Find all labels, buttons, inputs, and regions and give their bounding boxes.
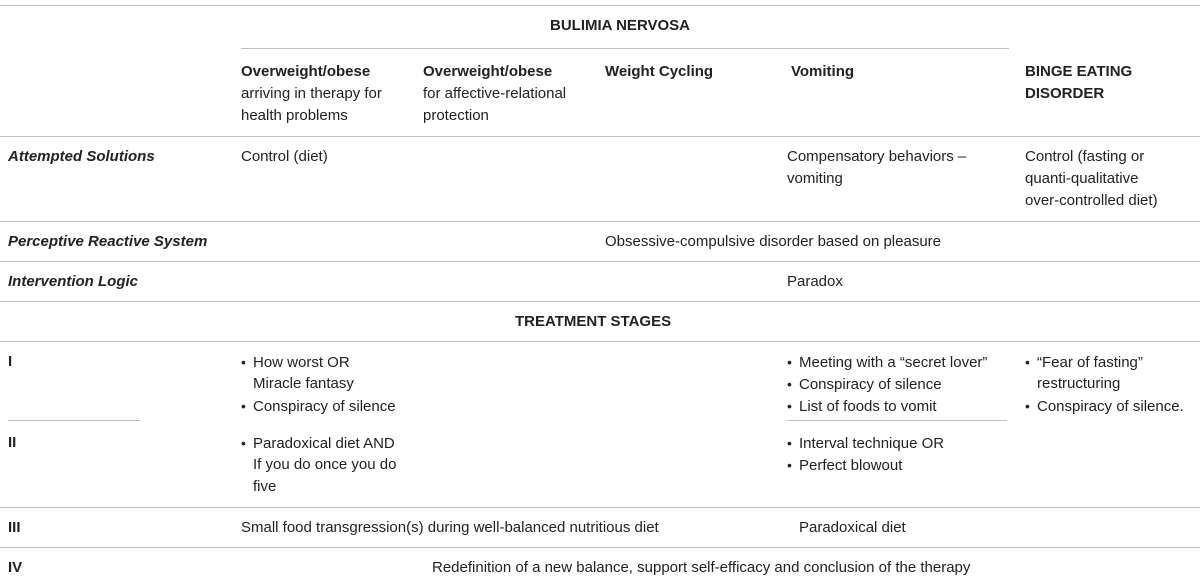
bed-header-line2: DISORDER [1025, 85, 1105, 102]
col3-title: Weight Cycling [605, 63, 714, 80]
bullet-icon [787, 454, 799, 477]
intervention-logic-label: Intervention Logic [8, 273, 139, 290]
stage2-col1-bullet1 [241, 432, 395, 455]
rule-top [0, 5, 1200, 6]
stage3-label: III [8, 519, 21, 536]
col1-subtitle-line2: arriving in therapy for [241, 85, 382, 102]
stage1-bed-bullet1 [1025, 351, 1143, 374]
col1-title: Overweight/obese [241, 63, 371, 80]
attempted-col1: Control (diet) [241, 148, 328, 165]
attempted-bed-line3: over-controlled diet) [1025, 192, 1158, 209]
stage1-col1-bullet2 [241, 395, 396, 418]
bullet-text: Perfect blowout [799, 457, 903, 474]
rule-stage2-bottom [0, 507, 1200, 508]
attempted-solutions-label: Attempted Solutions [8, 148, 155, 165]
stage3-col4: Paradoxical diet [799, 519, 906, 536]
stage1-label: I [8, 353, 13, 370]
rule-stage1-vomiting-bottom [787, 420, 1007, 421]
stage2-col1-bullet1-cont1: If you do once you do [253, 456, 397, 473]
col2-title: Overweight/obese [423, 63, 553, 80]
bullet-icon [787, 395, 799, 418]
stage3-col1: Small food transgression(s) during well-balanced nutritious diet [241, 519, 659, 536]
rule-attempted-bottom [0, 221, 1200, 222]
stage2-col4-bullet2 [787, 454, 902, 477]
bullet-icon [241, 395, 253, 418]
bullet-text: “Fear of fasting” [1037, 354, 1143, 371]
col4-title: Vomiting [791, 63, 855, 80]
bullet-icon [1025, 351, 1037, 374]
attempted-bed-line1: Control (fasting or [1025, 148, 1145, 165]
col2-subtitle-line3: protection [423, 107, 489, 124]
rule-bulimia-span [241, 48, 1009, 49]
attempted-bed-line2: quanti-qualitative [1025, 170, 1139, 187]
treatment-stages-title: TREATMENT STAGES [515, 313, 672, 330]
bullet-text: Interval technique OR [799, 435, 945, 452]
attempted-col4-line2: vomiting [787, 170, 843, 187]
bullet-text: How worst OR [253, 354, 350, 371]
bullet-icon [241, 351, 253, 374]
stage4-label: IV [8, 559, 23, 576]
rule-stage1-label-bottom [8, 420, 140, 421]
intervention-logic-value: Paradox [787, 273, 843, 290]
col1-subtitle-line3: health problems [241, 107, 348, 124]
bullet-text: Meeting with a “secret lover” [799, 354, 988, 371]
bullet-icon [241, 432, 253, 455]
stage2-col1-bullet1-cont2: five [253, 478, 277, 495]
stage1-bed-bullet2 [1025, 395, 1184, 418]
bulimia-header: BULIMIA NERVOSA [550, 17, 691, 34]
attempted-col4-line1: Compensatory behaviors – [787, 148, 967, 165]
rule-treatment-title-bottom [0, 341, 1200, 342]
perceptive-value: Obsessive-compulsive disorder based on pleasure [605, 233, 942, 250]
stage1-col1-bullet1-cont: Miracle fantasy [253, 375, 354, 392]
bullet-text: Conspiracy of silence [253, 398, 396, 415]
stage1-bed-bullet1-cont: restructuring [1037, 375, 1121, 392]
rule-stage3-bottom [0, 547, 1200, 548]
bullet-text: Conspiracy of silence. [1037, 398, 1184, 415]
stage2-col4-bullet1 [787, 432, 944, 455]
col2-subtitle-line2: for affective-relational [423, 85, 567, 102]
bullet-icon [787, 432, 799, 455]
stage1-col1-bullet1 [241, 351, 350, 374]
stage2-label: II [8, 434, 17, 451]
bed-header-line1: BINGE EATING [1025, 63, 1133, 80]
bullet-text: List of foods to vomit [799, 398, 937, 415]
stage1-col4-bullet2 [787, 373, 942, 396]
bullet-text: Paradoxical diet AND [253, 435, 395, 452]
bullet-icon [787, 351, 799, 374]
stage4-value: Redefinition of a new balance, support self-efficacy and conclusion of the therapy [432, 559, 971, 576]
rule-header-bottom [0, 136, 1200, 137]
rule-logic-bottom [0, 301, 1200, 302]
rule-perceptive-bottom [0, 261, 1200, 262]
perceptive-label: Perceptive Reactive System [8, 233, 208, 250]
bullet-icon [787, 373, 799, 396]
bullet-icon [1025, 395, 1037, 418]
bullet-text: Conspiracy of silence [799, 376, 942, 393]
stage1-col4-bullet3 [787, 395, 937, 418]
stage1-col4-bullet1 [787, 351, 987, 374]
